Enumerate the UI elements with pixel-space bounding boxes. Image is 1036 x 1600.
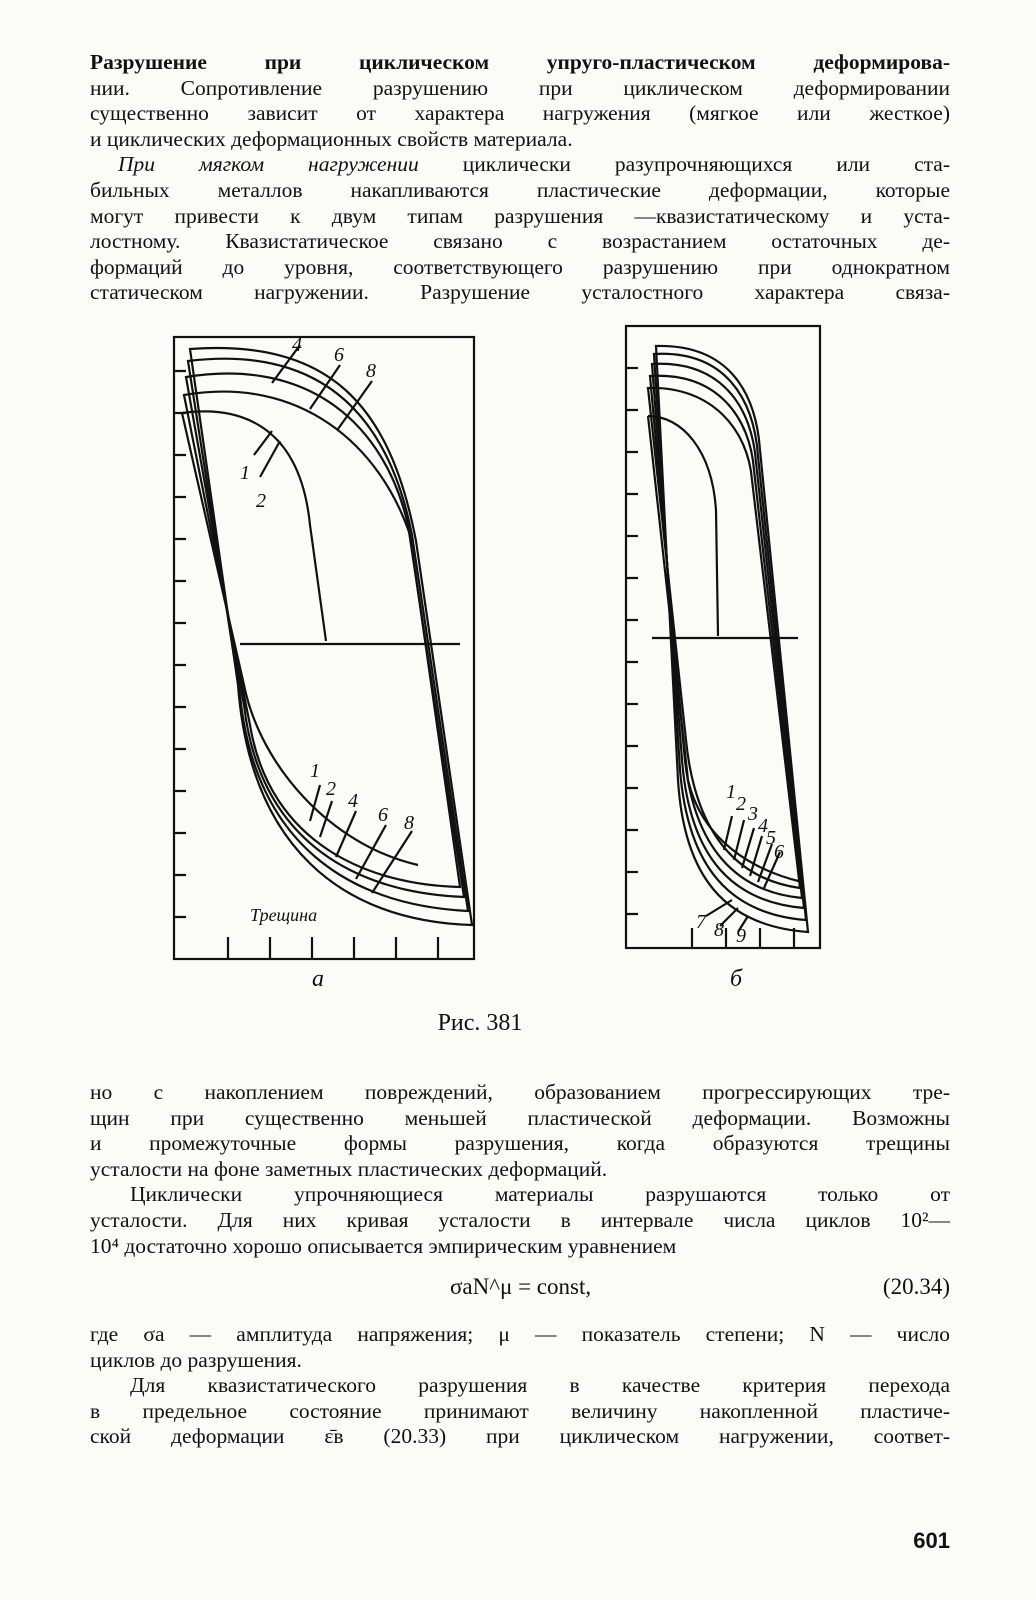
text-line: и промежуточные формы разрушения, когда образуются трещины bbox=[90, 1131, 950, 1156]
bottom-axis-ticks bbox=[228, 937, 438, 959]
label-3: 3 bbox=[748, 803, 758, 825]
label-1-bottom: 1 bbox=[310, 760, 320, 782]
label-8-bottom: 8 bbox=[404, 812, 414, 834]
curve-7-loop bbox=[654, 354, 806, 920]
label-2: 2 bbox=[736, 793, 746, 815]
label-4-top: 4 bbox=[292, 334, 302, 356]
left-axis-ticks bbox=[626, 368, 638, 914]
upper-leaders bbox=[254, 345, 372, 477]
label-8: 8 bbox=[714, 919, 724, 941]
text-line: усталости. Для них кривая усталости в интервале числа циклов 10²— bbox=[90, 1207, 950, 1232]
bottom-text-block-2 bbox=[90, 1322, 950, 1450]
formula-number: (20.34) bbox=[882, 1274, 950, 1299]
italic-lead: При мягком нагружении bbox=[118, 152, 419, 177]
text-line: существенно зависит от характера нагружения (мягкое или жесткое) bbox=[90, 101, 950, 126]
label-4-bottom: 4 bbox=[348, 790, 358, 812]
label-1-top: 1 bbox=[240, 462, 250, 484]
label-9: 9 bbox=[736, 925, 746, 947]
text-line: усталости на фоне заметных пластических деформаций. bbox=[90, 1156, 608, 1181]
label-2-bottom: 2 bbox=[326, 778, 336, 800]
figure-panel-b bbox=[612, 320, 832, 956]
text-line: статическом нагружении. Разрушение усталостного характера связа- bbox=[90, 280, 950, 305]
text-line: но с накоплением повреждений, образованием прогрессирующих тре- bbox=[90, 1080, 950, 1104]
label-6-bottom: 6 bbox=[378, 804, 388, 826]
bottom-text-block bbox=[90, 1080, 950, 1259]
label-4: 4 bbox=[758, 815, 768, 837]
top-text-block bbox=[90, 50, 950, 306]
text-line: Циклически упрочняющиеся материалы разрушаются только от bbox=[130, 1182, 950, 1207]
text-line: Разрушение при циклическом упруго-пластическом деформирова- bbox=[90, 50, 950, 74]
figure-panel-a bbox=[160, 325, 490, 975]
figure-caption: Рис. 381 bbox=[437, 1010, 523, 1036]
label-2-top: 2 bbox=[256, 490, 266, 512]
label-7: 7 bbox=[696, 911, 706, 933]
crack-label: Трещина bbox=[250, 905, 318, 925]
panel-a-label: а bbox=[312, 966, 324, 992]
paragraph-1 bbox=[90, 50, 950, 152]
text-line: в предельное состояние принимают величину накопленной пластиче- bbox=[90, 1398, 950, 1423]
curve-2-loop bbox=[184, 392, 460, 887]
formula-expression: σaN^μ = const, bbox=[450, 1274, 592, 1299]
label-6-top: 6 bbox=[334, 344, 344, 366]
text-line: где σa — амплитуда напряжения; μ — показатель степени; N — число bbox=[90, 1322, 950, 1346]
paragraph-2 bbox=[90, 152, 950, 306]
left-axis-ticks bbox=[174, 371, 186, 917]
text-line: формаций до уровня, соответствующего разрушению при однократном bbox=[90, 254, 950, 279]
text-line: щин при существенно меньшей пластической деформации. Возможны bbox=[90, 1105, 950, 1130]
paragraph-6 bbox=[90, 1373, 950, 1450]
text-line: могут привести к двум типам разрушения —квазистатическому и уста- bbox=[90, 203, 950, 228]
text-line: циклов до разрушения. bbox=[90, 1347, 302, 1372]
paragraph-3 bbox=[90, 1080, 950, 1182]
paragraph-4 bbox=[90, 1182, 950, 1259]
text-line: ской деформации ε̄в (20.33) при циклическом нагружении, соответ- bbox=[90, 1424, 950, 1449]
label-5: 5 bbox=[766, 827, 776, 849]
label-6: 6 bbox=[774, 841, 784, 863]
text-line: бильных металлов накапливаются пластические деформации, которые bbox=[90, 177, 950, 202]
label-8-top: 8 bbox=[366, 360, 376, 382]
text-line: лостному. Квазистатическое связано с возрастанием остаточных де- bbox=[90, 229, 950, 254]
page-number: 601 bbox=[913, 1528, 950, 1553]
text-line-italic-lead: При мягком нагружении циклически разупрочняющихся или ста- bbox=[118, 152, 950, 177]
text-line: 10⁴ достаточно хорошо описывается эмпирическим уравнением bbox=[90, 1233, 677, 1258]
text-line: и циклических деформационных свойств материала. bbox=[90, 126, 573, 151]
text-line: нии. Сопротивление разрушению при циклическом деформировании bbox=[90, 75, 950, 100]
label-1: 1 bbox=[726, 781, 736, 803]
panel-b-label: б bbox=[730, 966, 743, 992]
text-line: Для квазистатического разрушения в качестве критерия перехода bbox=[130, 1373, 950, 1398]
paragraph-5 bbox=[90, 1322, 950, 1373]
